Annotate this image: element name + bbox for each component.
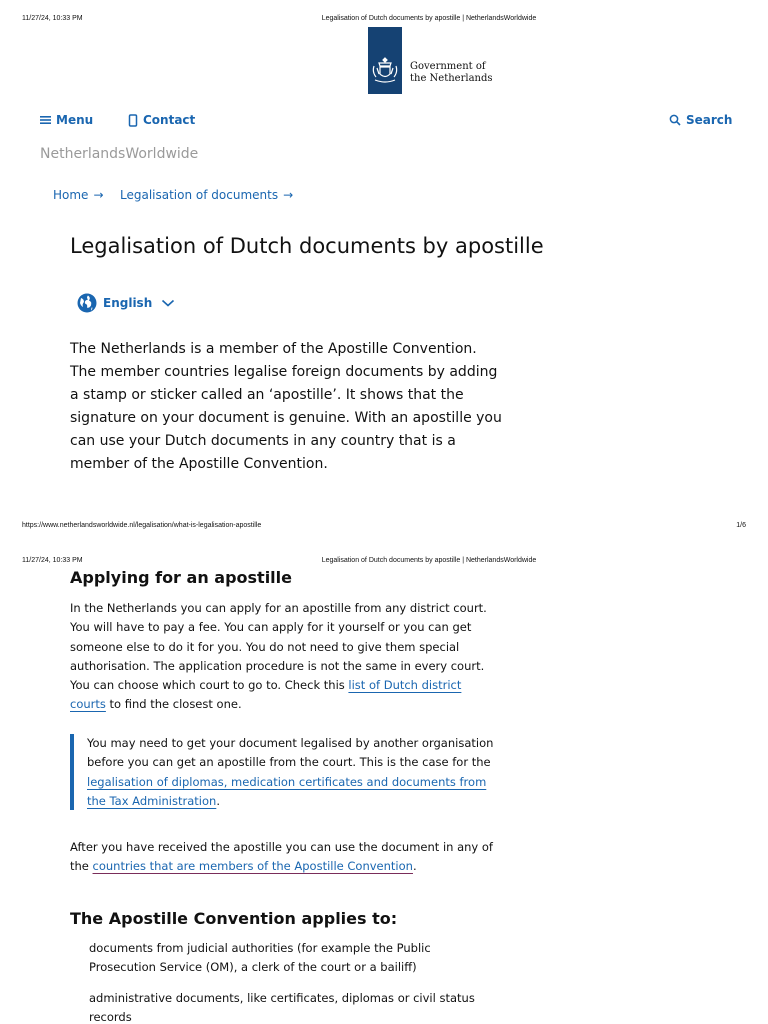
phone-icon	[128, 114, 138, 127]
applying-line	[70, 676, 490, 695]
print-url: https://www.netherlandsworldwide.nl/legalisation/what-is-legalisation-apostille	[22, 522, 262, 529]
language-label: English	[103, 296, 153, 310]
intro-paragraph	[70, 338, 502, 476]
intro-line: a stamp or sticker called an ‘apostille’. It shows that the	[70, 387, 464, 403]
info-callout	[70, 734, 494, 810]
search-button[interactable]	[669, 111, 732, 129]
after-line	[70, 857, 490, 876]
government-logo[interactable]	[368, 27, 402, 94]
applies-list-item	[89, 939, 431, 978]
applying-heading: Applying for an apostille	[70, 568, 292, 587]
intro-line: The Netherlands is a member of the Apostille Convention.	[70, 341, 477, 357]
callout-line: before you can get an apostille from the court. This is the case for the	[87, 755, 491, 770]
breadcrumb-home-label: Home	[53, 188, 89, 202]
logo-line-2: the Netherlands	[410, 73, 493, 84]
breadcrumb-section[interactable]	[120, 187, 293, 203]
applying-line: In the Netherlands you can apply for an apostille from any district court.	[70, 601, 487, 615]
district-courts-link-continued[interactable]: courts	[70, 697, 106, 712]
menu-label: Menu	[56, 113, 94, 127]
print-doc-title: Legalisation of Dutch documents by apostille | NetherlandsWorldwide	[321, 15, 537, 22]
applying-line-text: You can choose which court to go to. Check this	[70, 678, 349, 693]
print-timestamp: 11/27/24, 10:33 PM	[22, 557, 83, 564]
search-icon	[669, 114, 681, 126]
callout-end: .	[216, 793, 220, 808]
page-title: Legalisation of Dutch documents by apostille	[70, 234, 544, 258]
callout-line	[87, 773, 493, 792]
crest-icon	[370, 56, 400, 84]
apostille-members-link[interactable]: countries that are members of the Apostille Convention	[92, 859, 413, 874]
language-selector[interactable]	[77, 293, 175, 313]
after-line: After you have received the apostille you can use the document in any of	[70, 840, 493, 854]
arrow-right-icon: →	[283, 188, 294, 202]
callout-text	[87, 734, 493, 811]
after-end: .	[412, 859, 417, 874]
applying-line: authorisation. The application procedure is not the same in every court.	[70, 658, 485, 673]
intro-line: can use your Dutch documents in any country that is a	[70, 433, 456, 449]
intro-line: signature on your document is genuine. With an apostille you	[70, 410, 502, 426]
print-timestamp: 11/27/24, 10:33 PM	[22, 15, 83, 22]
print-doc-title: Legalisation of Dutch documents by apostille | NetherlandsWorldwide	[321, 557, 537, 564]
list-item-line: records	[89, 1010, 132, 1024]
print-page-number: 1/6	[736, 522, 746, 529]
breadcrumb-section-label: Legalisation of documents	[120, 188, 279, 202]
government-logo-text	[410, 61, 493, 85]
globe-icon	[77, 293, 97, 313]
legalisation-diplomas-link[interactable]: legalisation of diplomas, medication certificates and documents from	[87, 774, 487, 789]
callout-line	[87, 792, 493, 811]
menu-icon	[40, 115, 51, 125]
district-courts-link[interactable]: list of Dutch district	[348, 678, 462, 693]
applies-list-item	[89, 989, 475, 1024]
applying-line-rest: to find the closest one.	[105, 697, 242, 712]
contact-label: Contact	[143, 113, 196, 127]
applying-paragraph	[70, 599, 490, 715]
list-item-line: Prosecution Service (OM), a clerk of the court or a bailiff)	[89, 960, 417, 975]
site-name[interactable]: NetherlandsWorldwide	[40, 146, 199, 162]
list-item-line: documents from judicial authorities (for example the Public	[89, 941, 431, 955]
after-line-start: the	[70, 859, 93, 874]
chevron-down-icon	[161, 298, 175, 308]
arrow-right-icon: →	[93, 188, 104, 202]
applying-line: You will have to pay a fee. You can apply for it yourself or you can get	[70, 620, 472, 635]
breadcrumb-home[interactable]	[53, 187, 104, 203]
search-label: Search	[686, 113, 733, 127]
legalisation-diplomas-link-continued[interactable]: the Tax Administration	[87, 793, 217, 808]
intro-line: The member countries legalise foreign documents by adding	[70, 364, 498, 380]
applies-heading: The Apostille Convention applies to:	[70, 909, 398, 928]
logo-line-1: Government of	[410, 61, 486, 72]
callout-line: You may need to get your document legalised by another organisation	[87, 736, 494, 750]
list-item-line: administrative documents, like certificates, diplomas or civil status	[89, 991, 475, 1005]
applying-line	[70, 695, 490, 714]
contact-button[interactable]	[128, 111, 195, 129]
intro-line: member of the Apostille Convention.	[70, 456, 328, 472]
menu-button[interactable]	[40, 111, 93, 129]
after-paragraph	[70, 838, 493, 877]
applying-line: someone else to do it for you. You do not need to give them special	[70, 639, 460, 654]
